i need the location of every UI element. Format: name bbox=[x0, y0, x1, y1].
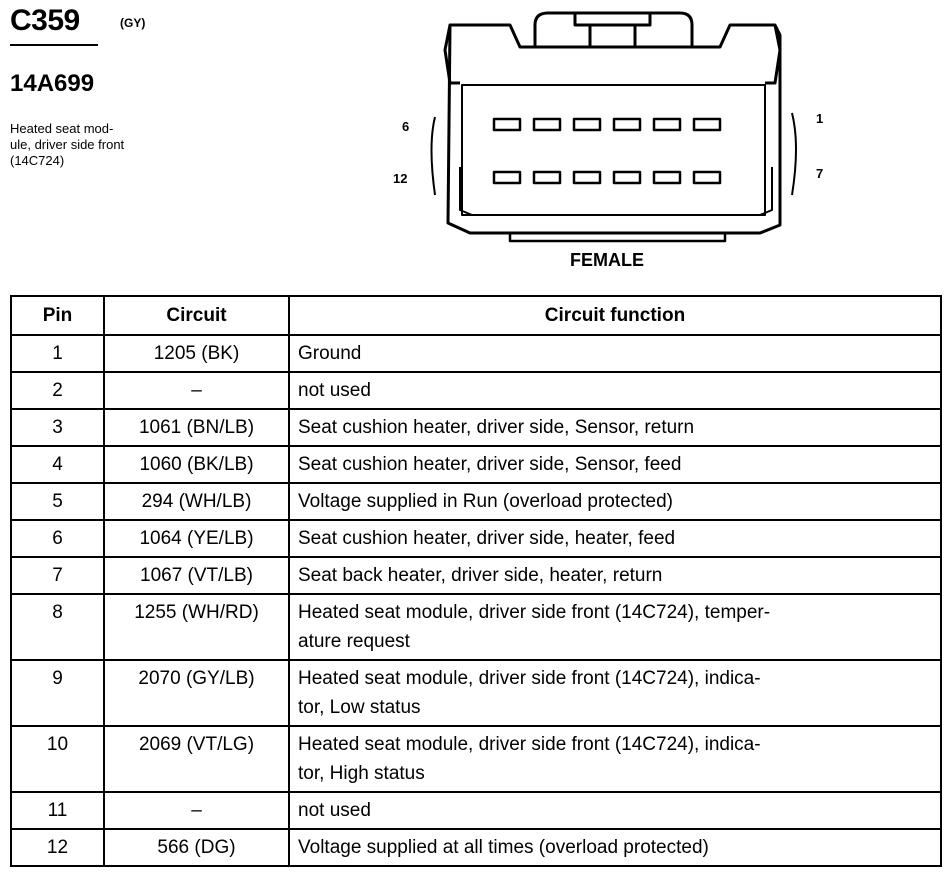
table-row bbox=[11, 829, 941, 866]
pin-cell: 4 bbox=[11, 446, 104, 483]
circuit-function-cell: Seat cushion heater, driver side, heater, feed bbox=[289, 520, 941, 557]
circuit-cell: 1067 (VT/LB) bbox=[104, 557, 289, 594]
connector-face-drawing bbox=[380, 5, 840, 275]
pin-table bbox=[10, 295, 942, 867]
circuit-function-cell: Seat cushion heater, driver side, Sensor, feed bbox=[289, 446, 941, 483]
pin-cell: 5 bbox=[11, 483, 104, 520]
circuit-function-cell: Seat back heater, driver side, heater, return bbox=[289, 557, 941, 594]
pin-cell: 3 bbox=[11, 409, 104, 446]
connector-id: C359 bbox=[10, 4, 80, 37]
table-row bbox=[11, 594, 941, 660]
circuit-function-cell: Voltage supplied in Run (overload protected) bbox=[289, 483, 941, 520]
circuit-function-cell: Ground bbox=[289, 335, 941, 372]
circuit-cell: 1205 (BK) bbox=[104, 335, 289, 372]
table-row bbox=[11, 335, 941, 372]
circuit-function-cell: Heated seat module, driver side front (14C724), indica- tor, Low status bbox=[289, 660, 941, 726]
pin-cell: 8 bbox=[11, 594, 104, 660]
table-row bbox=[11, 409, 941, 446]
circuit-cell: – bbox=[104, 792, 289, 829]
table-row bbox=[11, 372, 941, 409]
connector-gender-label: FEMALE bbox=[570, 250, 644, 270]
circuit-cell: 294 (WH/LB) bbox=[104, 483, 289, 520]
circuit-function-cell: Voltage supplied at all times (overload protected) bbox=[289, 829, 941, 866]
pin-label-1: 1 bbox=[816, 111, 824, 126]
pin-cell: 2 bbox=[11, 372, 104, 409]
circuit-cell: 1061 (BN/LB) bbox=[104, 409, 289, 446]
circuit-cell: 1064 (YE/LB) bbox=[104, 520, 289, 557]
pin-cell: 7 bbox=[11, 557, 104, 594]
header-circuit-function: Circuit function bbox=[289, 296, 941, 335]
connector-diagram bbox=[380, 5, 840, 275]
table-row bbox=[11, 483, 941, 520]
pin-cell: 9 bbox=[11, 660, 104, 726]
part-number: 14A699 bbox=[10, 70, 95, 97]
circuit-cell: 2070 (GY/LB) bbox=[104, 660, 289, 726]
table-header-row bbox=[11, 296, 941, 335]
table-row bbox=[11, 557, 941, 594]
pin-cell: 10 bbox=[11, 726, 104, 792]
pin-cell: 11 bbox=[11, 792, 104, 829]
table-row bbox=[11, 726, 941, 792]
circuit-cell: 2069 (VT/LG) bbox=[104, 726, 289, 792]
circuit-cell: 566 (DG) bbox=[104, 829, 289, 866]
header-pin: Pin bbox=[11, 296, 104, 335]
header-circuit: Circuit bbox=[104, 296, 289, 335]
circuit-function-cell: Heated seat module, driver side front (14C724), temper- ature request bbox=[289, 594, 941, 660]
circuit-function-cell: not used bbox=[289, 792, 941, 829]
circuit-cell: – bbox=[104, 372, 289, 409]
circuit-function-cell: not used bbox=[289, 372, 941, 409]
table-row bbox=[11, 660, 941, 726]
circuit-cell: 1255 (WH/RD) bbox=[104, 594, 289, 660]
pin-table-body bbox=[11, 335, 941, 866]
connector-description: Heated seat mod- ule, driver side front (14C724) bbox=[10, 121, 125, 168]
connector-color-code: (GY) bbox=[120, 16, 146, 30]
pin-label-6: 6 bbox=[402, 119, 410, 134]
pin-label-7: 7 bbox=[816, 166, 824, 181]
circuit-function-cell: Heated seat module, driver side front (14C724), indica- tor, High status bbox=[289, 726, 941, 792]
table-row bbox=[11, 520, 941, 557]
pin-cell: 1 bbox=[11, 335, 104, 372]
pin-cell: 6 bbox=[11, 520, 104, 557]
title-underline bbox=[10, 44, 98, 46]
pin-label-12: 12 bbox=[393, 171, 408, 186]
circuit-function-cell: Seat cushion heater, driver side, Sensor, return bbox=[289, 409, 941, 446]
pin-cell: 12 bbox=[11, 829, 104, 866]
circuit-cell: 1060 (BK/LB) bbox=[104, 446, 289, 483]
table-row bbox=[11, 446, 941, 483]
table-row bbox=[11, 792, 941, 829]
